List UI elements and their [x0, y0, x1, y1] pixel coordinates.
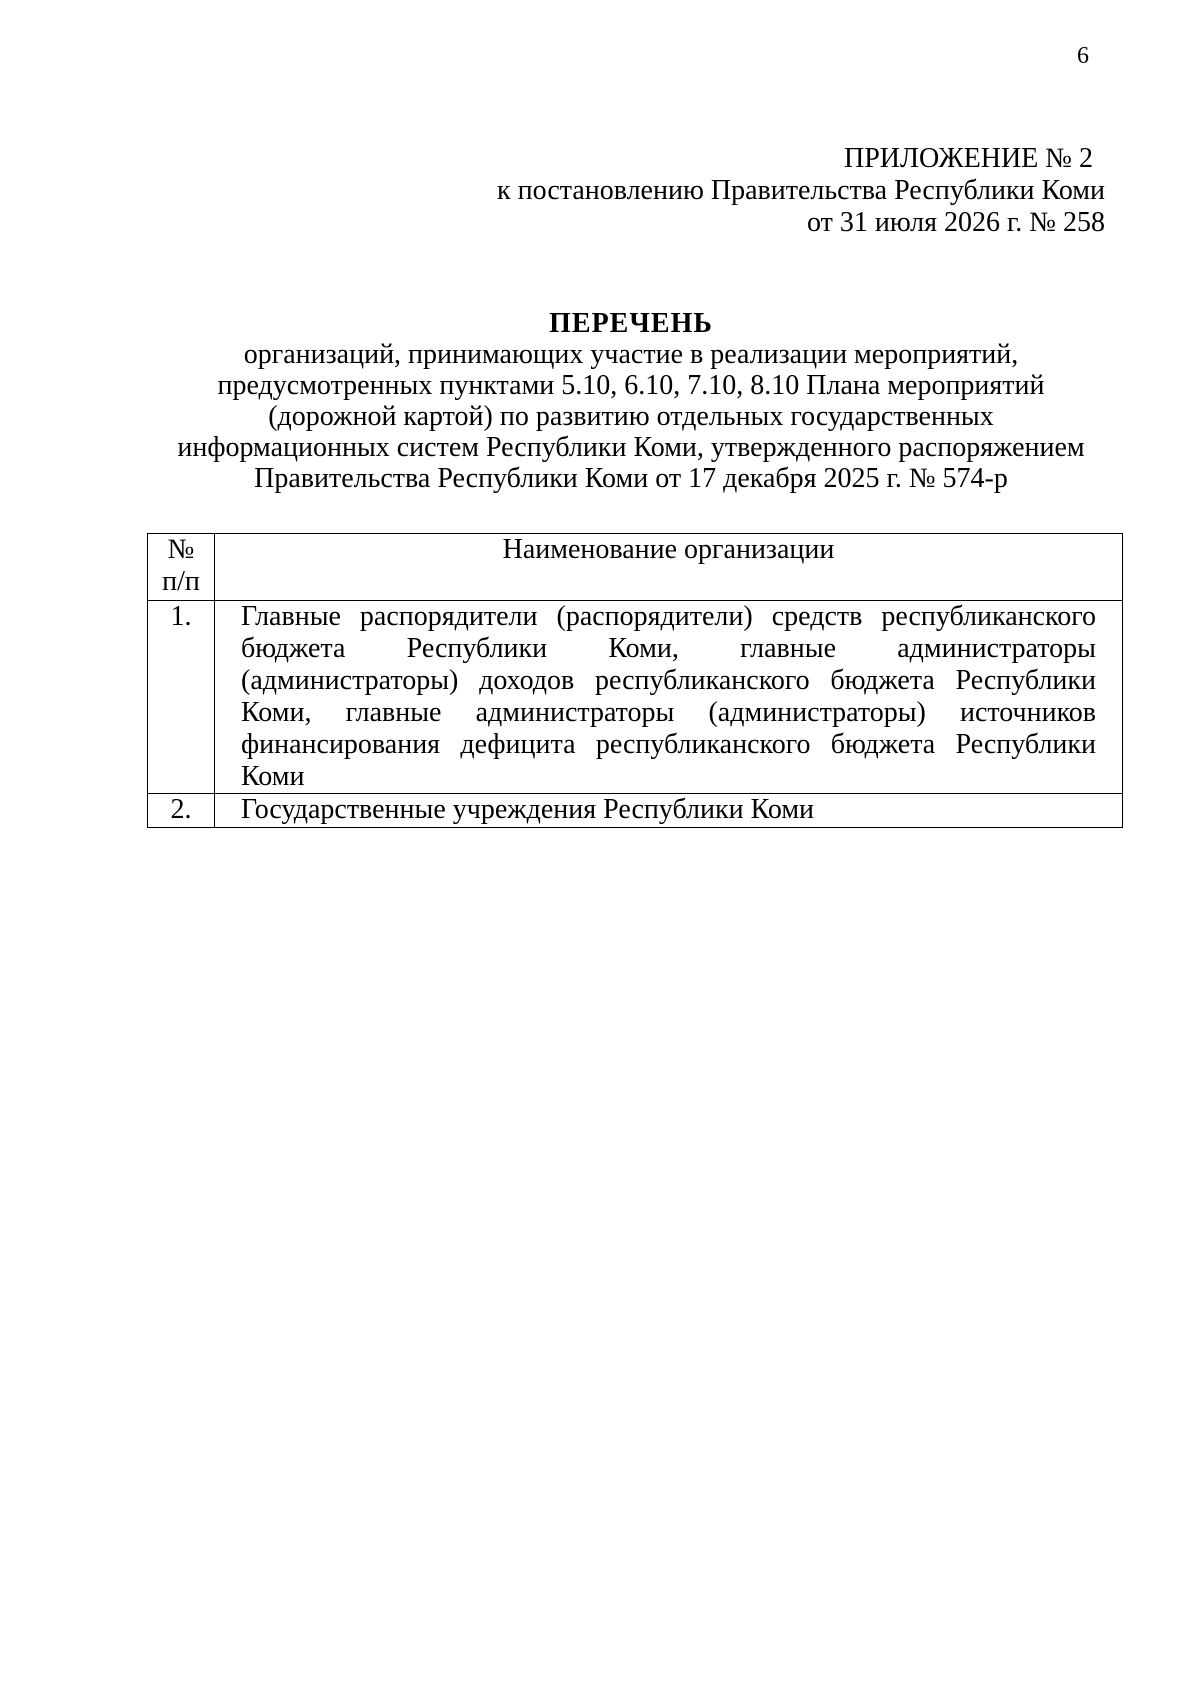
appendix-resolution-line: к постановлению Правительства Республики Коми — [497, 175, 1105, 206]
appendix-date-line: от 31 июля 2026 г. № 258 — [807, 207, 1105, 238]
table-row — [148, 601, 1123, 794]
appendix-title: ПРИЛОЖЕНИЕ № 2 — [844, 143, 1093, 174]
table-row — [148, 794, 1123, 828]
document-title: ПЕРЕЧЕНЬ — [549, 308, 713, 339]
subtitle-line: информационных систем Республики Коми, утвержденного распоряжением — [177, 432, 1085, 463]
header-number-symbol: № — [167, 534, 195, 565]
organizations-table — [147, 533, 1123, 828]
row-number: 1. — [148, 601, 215, 794]
appendix-block — [405, 143, 1105, 239]
header-number-cell — [148, 534, 215, 601]
subtitle-line: Правительства Республики Коми от 17 декабря 2025 г. № 574-р — [254, 463, 1008, 494]
subtitle-line: организаций, принимающих участие в реализации мероприятий, — [243, 339, 1019, 370]
header-number-abbrev: п/п — [162, 566, 200, 597]
row-organization-name: Главные распорядители (распорядители) средств республиканского бюджета Республики Коми, главные администраторы (администраторы) доходов республиканского бюджета Республики Коми, главные администраторы (администраторы) источников финансирования дефицита республиканского бюджета Республики Коми — [215, 601, 1123, 794]
document-heading — [130, 308, 1132, 494]
header-name-cell: Наименование организации — [215, 534, 1123, 601]
subtitle-line: (дорожной картой) по развитию отдельных государственных — [268, 401, 994, 432]
row-organization-name: Государственные учреждения Республики Коми — [215, 794, 1123, 828]
subtitle-line: предусмотренных пунктами 5.10, 6.10, 7.10, 8.10 Плана мероприятий — [217, 370, 1045, 401]
table-header-row — [148, 534, 1123, 601]
page-number: 6 — [1077, 43, 1089, 69]
row-number: 2. — [148, 794, 215, 828]
